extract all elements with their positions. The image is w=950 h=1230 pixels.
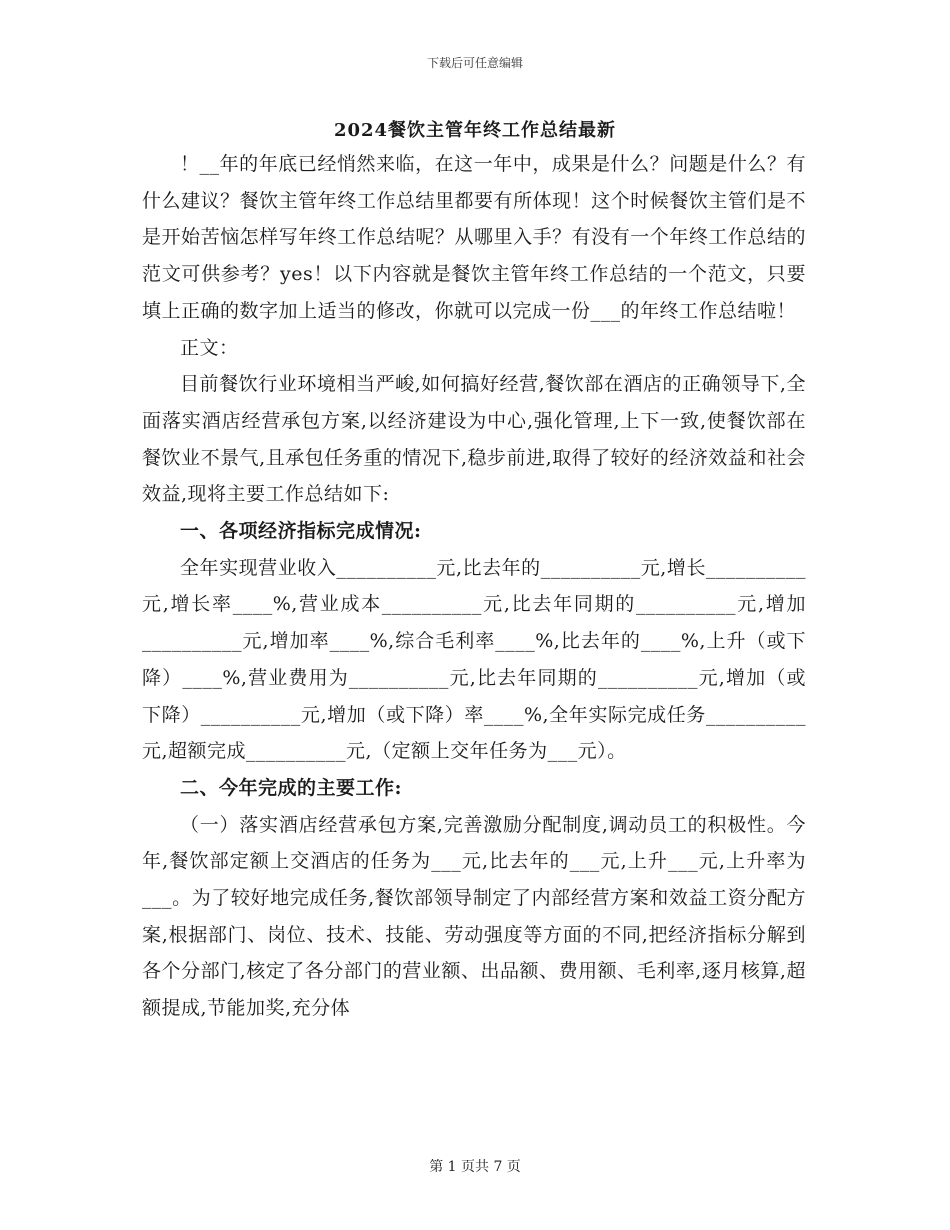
page-header-note: 下载后可任意编辑: [426, 56, 523, 70]
document-title: 2024餐饮主管年终工作总结最新: [333, 120, 617, 141]
economic-indicators-paragraph: 全年实现营业收入__________元,比去年的__________元,增长__________元,增长率____%,营业成本__________元,比去年同期的__________元,增加__________元,增加率____%,综合毛利率____%,比去年的____%,上升（或下降）____%,营业费用为__________元,比去年同期的__________元,增加（或下降）__________元,增加（或下降）率____%,全年实际完成任务__________元,超额完成__________元,（定额上交年任务为___元）。: [142, 556, 806, 763]
page-number: 第 1 页共 7 页: [429, 1159, 521, 1175]
section-heading-2: 二、今年完成的主要工作:: [180, 776, 403, 799]
overview-paragraph: 目前餐饮行业环境相当严峻,如何搞好经营,餐饮部在酒店的正确领导下,全面落实酒店经营承包方案,以经济建设为中心,强化管理,上下一致,使餐饮部在餐饮业不景气,且承包任务重的情况下,稳步前进,取得了较好的经济效益和社会效益,现将主要工作总结如下:: [142, 373, 806, 506]
body-label-paragraph: 正文：: [180, 336, 239, 359]
document-body: [142, 146, 806, 1027]
intro-paragraph: ！__年的年底已经悄然来临，在这一年中，成果是什么？问题是什么？有什么建议？餐饮主管年终工作总结里都要有所体现！这个时候餐饮主管们是不是开始苦恼怎样写年终工作总结呢？从哪里入手？有没有一个年终工作总结的范文可供参考？yes！以下内容就是餐饮主管年终工作总结的一个范文，只要填上正确的数字加上适当的修改，你就可以完成一份___的年终工作总结啦！: [142, 153, 806, 322]
main-work-paragraph: （一）落实酒店经营承包方案,完善激励分配制度,调动员工的积极性。今年,餐饮部定额上交酒店的任务为___元,比去年的___元,上升___元,上升率为___。为了较好地完成任务,餐饮部领导制定了内部经营方案和效益工资分配方案,根据部门、岗位、技术、技能、劳动强度等方面的不同,把经济指标分解到各个分部门,核定了各分部门的营业额、出品额、费用额、毛利率,逐月核算,超额提成,节能加奖,充分体: [142, 813, 806, 1020]
section-heading-1: 一、各项经济指标完成情况:: [180, 520, 422, 543]
